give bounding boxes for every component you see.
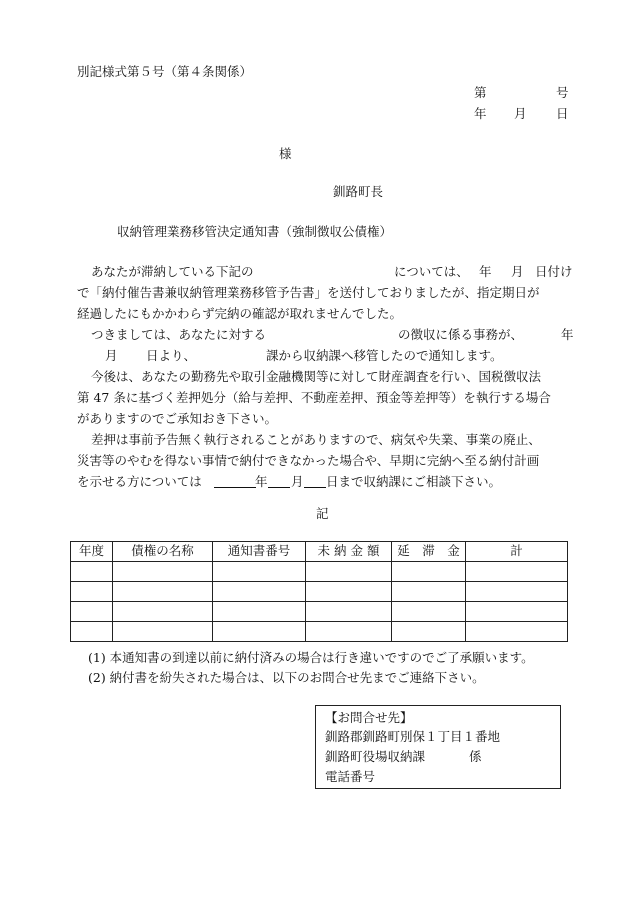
column-header: 通知書番号 (213, 542, 306, 562)
body-text: 課から収納課へ移管したので通知します。 (266, 348, 503, 363)
table-header-row (71, 542, 568, 562)
table-row (71, 562, 568, 582)
table-cell (392, 602, 466, 622)
column-header: 未 納 金 額 (306, 542, 392, 562)
body-text: 月 (291, 474, 304, 489)
body-text: を示せる方については (77, 474, 202, 489)
body-text: あなたが滞納している下記の (91, 264, 254, 279)
body-line-7: 第 47 条に基づく差押処分（給与差押、不動産差押、預金等差押等）を執行する場合 (77, 390, 551, 405)
blank-underline (268, 476, 290, 488)
table-cell (306, 602, 392, 622)
table-cell (113, 582, 213, 602)
table-cell (466, 622, 568, 642)
document-number-suffix: 号 (556, 85, 569, 100)
table-cell (213, 602, 306, 622)
body-line-6: 今後は、あなたの勤務先や取引金融機関等に対して財産調査を行い、国税徴収法 (91, 369, 542, 384)
body-text: 年 (561, 327, 574, 342)
table-cell (306, 622, 392, 642)
table-cell (71, 562, 113, 582)
blank-underline (214, 476, 256, 488)
body-text: 日まで収納課にご相談下さい。 (326, 474, 502, 489)
table-cell (466, 602, 568, 622)
note-1: (1) 本通知書の到達以前に納付済みの場合は行き違いですのでご了承願います。 (88, 650, 534, 665)
document-title: 収納管理業務移管決定通知書（強制徴収公債権） (117, 224, 393, 239)
contact-address: 釧路郡釧路町別保１丁目１番地 (325, 729, 501, 744)
column-header: 計 (466, 542, 568, 562)
column-header: 年度 (71, 542, 113, 562)
body-text: 日より、 (146, 348, 197, 363)
table-cell (113, 562, 213, 582)
blank-underline (304, 476, 326, 488)
body-line-2: で「納付催告書兼収納管理業務移管予告書」を送付しておりましたが、指定期日が (77, 285, 540, 300)
body-line-9: 差押は事前予告無く執行されることがありますので、病気や失業、事業の廃止、 (91, 432, 541, 447)
section-heading-ki: 記 (316, 506, 329, 521)
column-header: 延 滞 金 (392, 542, 466, 562)
contact-department-suffix: 係 (469, 749, 482, 764)
debt-table (70, 541, 568, 642)
table-row (71, 622, 568, 642)
table-cell (466, 582, 568, 602)
contact-heading: 【お問合せ先】 (325, 710, 413, 725)
table-cell (213, 622, 306, 642)
issue-date-day-label: 日 (556, 106, 569, 121)
table-cell (71, 622, 113, 642)
body-line-8: がありますのでご承知おき下さい。 (77, 411, 278, 426)
body-text: の徴収に係る事務が、 (398, 327, 524, 342)
issue-date-year-label: 年 (474, 106, 487, 121)
body-text: 年 (255, 474, 268, 489)
table-cell (213, 562, 306, 582)
contact-box (315, 705, 561, 789)
body-text: については、 (394, 264, 469, 279)
table-cell (392, 582, 466, 602)
table-cell (213, 582, 306, 602)
table-cell (113, 622, 213, 642)
note-2: (2) 納付書を紛失された場合は、以下のお問合せ先までご連絡下さい。 (88, 670, 485, 685)
table-cell (392, 562, 466, 582)
body-text: 月 (511, 264, 524, 279)
body-text: 日付け (535, 264, 573, 279)
table-cell (392, 622, 466, 642)
body-line-3: 経過したにもかかわらず完納の確認が取れませんでした。 (77, 306, 403, 321)
body-line-10: 災害等のやむを得ない事情で納付できなかった場合や、早期に完納へ至る納付計画 (77, 453, 540, 468)
table-row (71, 582, 568, 602)
table-cell (466, 562, 568, 582)
addressee-honorific: 様 (279, 146, 292, 161)
issue-date-month-label: 月 (514, 106, 527, 121)
table-cell (306, 562, 392, 582)
contact-phone-label: 電話番号 (325, 769, 376, 784)
document-number-prefix: 第 (474, 85, 487, 100)
body-text: つきましては、あなたに対する (91, 327, 267, 342)
form-identifier: 別記様式第５号（第４条関係） (77, 64, 253, 79)
contact-department: 釧路町役場収納課 (325, 749, 426, 764)
table-cell (71, 582, 113, 602)
body-text: 月 (105, 348, 118, 363)
table-cell (306, 582, 392, 602)
table-cell (113, 602, 213, 622)
body-text: 年 (479, 264, 492, 279)
issuer-name: 釧路町長 (333, 184, 384, 199)
column-header: 債権の名称 (113, 542, 213, 562)
table-row (71, 602, 568, 622)
table-cell (71, 602, 113, 622)
